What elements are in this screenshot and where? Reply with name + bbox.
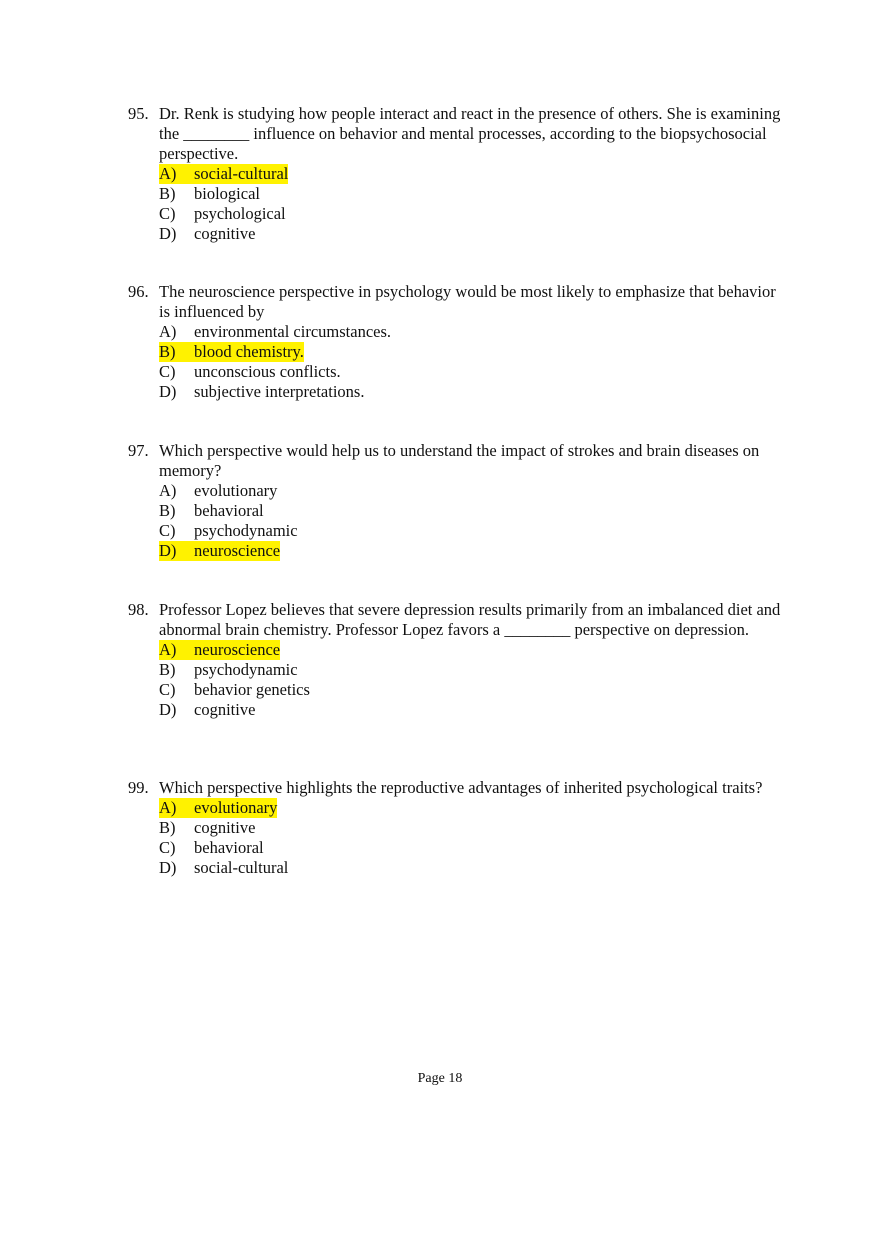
highlighted-answer: A) evolutionary — [159, 798, 278, 817]
option-a — [159, 798, 788, 818]
option-d — [159, 541, 788, 561]
option-d: D) cognitive — [159, 700, 256, 719]
question-number: 97. — [128, 441, 149, 460]
option-b: B) behavioral — [159, 501, 264, 520]
question-number: 96. — [128, 282, 149, 301]
option-b: B) biological — [159, 184, 260, 203]
question-number: 95. — [128, 104, 149, 123]
option-a — [159, 164, 788, 184]
option-d: D) subjective interpretations. — [159, 382, 365, 401]
answer-options — [159, 322, 788, 402]
question-text: Professor Lopez believes that severe depression results primarily from an imbalanced diet and abnormal brain chemistry. Professor Lopez favors a ________ perspective on depression. — [159, 600, 781, 639]
highlighted-answer: B) blood chemistry. — [159, 342, 304, 361]
option-a: A) environmental circumstances. — [159, 322, 392, 341]
question-98 — [128, 600, 788, 720]
option-b: B) psychodynamic — [159, 660, 298, 679]
option-d: D) social-cultural — [159, 858, 289, 877]
option-b: B) cognitive — [159, 818, 256, 837]
option-c: C) behavioral — [159, 838, 264, 857]
question-97 — [128, 441, 788, 561]
page-number: Page 18 — [417, 1071, 463, 1086]
question-99 — [128, 778, 788, 878]
highlighted-answer: D) neuroscience — [159, 541, 281, 560]
option-b — [159, 342, 788, 362]
question-96 — [128, 282, 788, 402]
option-c: C) psychodynamic — [159, 521, 298, 540]
question-text: Dr. Renk is studying how people interact and react in the presence of others. She is examining the ________ influence on behavior and mental processes, according to the biopsychosocial perspective. — [159, 104, 781, 163]
question-text: The neuroscience perspective in psychology would be most likely to emphasize that behavior is influenced by — [159, 282, 776, 321]
answer-options — [159, 164, 788, 244]
question-95 — [128, 104, 788, 244]
highlighted-answer: A) neuroscience — [159, 640, 281, 659]
option-c: C) psychological — [159, 204, 286, 223]
option-a — [159, 640, 788, 660]
option-a: A) evolutionary — [159, 481, 278, 500]
option-c: C) unconscious conflicts. — [159, 362, 341, 381]
question-text: Which perspective would help us to understand the impact of strokes and brain diseases on memory? — [159, 441, 760, 480]
option-d: D) cognitive — [159, 224, 256, 243]
answer-options — [159, 640, 788, 720]
question-number: 99. — [128, 778, 149, 797]
question-text: Which perspective highlights the reproductive advantages of inherited psychological traits? — [159, 778, 763, 797]
highlighted-answer: A) social-cultural — [159, 164, 289, 183]
answer-options — [159, 481, 788, 561]
question-number: 98. — [128, 600, 149, 619]
option-c: C) behavior genetics — [159, 680, 310, 699]
answer-options — [159, 798, 788, 878]
